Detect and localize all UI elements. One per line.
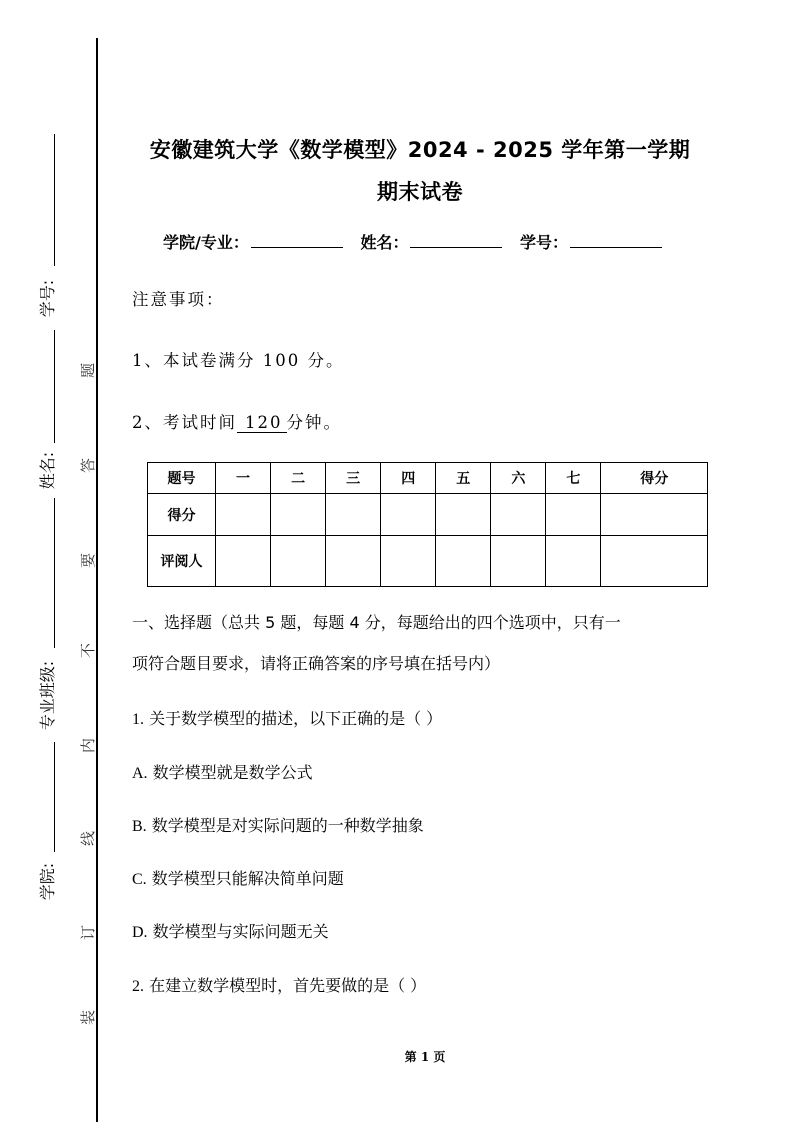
name-label: 姓名： (360, 233, 409, 252)
header-cell: 得分 (601, 463, 708, 494)
grader-row (148, 536, 708, 587)
seal-char: 答 (79, 457, 98, 474)
name-blank[interactable] (410, 231, 502, 248)
grader-cell[interactable] (436, 536, 491, 587)
fill-line-college (54, 742, 55, 852)
side-label-college: 学院: (38, 862, 58, 900)
header-cell: 六 (491, 463, 546, 494)
fill-line-name (54, 330, 55, 443)
exam-title-line2: 期末试卷 (377, 180, 463, 204)
header-cell: 题号 (148, 463, 216, 494)
fill-line-class (54, 498, 55, 648)
score-cell[interactable] (271, 494, 326, 536)
binding-line (96, 38, 98, 1122)
header-cell: 一 (216, 463, 271, 494)
option-key: B. (132, 818, 147, 835)
note-item-2-prefix: 2、考试时间 (132, 413, 237, 432)
note-item-1: 1、本试卷满分 100 分。 (132, 351, 345, 370)
row-label: 评阅人 (148, 536, 216, 587)
header-cell: 二 (271, 463, 326, 494)
option-d[interactable] (132, 919, 329, 942)
side-label-student-id: 学号: (38, 279, 58, 317)
question-1 (132, 706, 442, 729)
seal-char: 不 (79, 642, 98, 659)
seal-char: 要 (79, 552, 98, 569)
note-item-2 (132, 409, 342, 433)
college-major-blank[interactable] (251, 231, 343, 248)
header-cell: 七 (546, 463, 601, 494)
college-major-label: 学院/专业： (163, 233, 249, 252)
score-cell[interactable] (436, 494, 491, 536)
score-cell[interactable] (491, 494, 546, 536)
score-cell[interactable] (216, 494, 271, 536)
option-text: 数学模型与实际问题无关 (152, 922, 329, 941)
section1-instruction-line1: 一、选择题（总共 5 题，每题 4 分，每题给出的四个选项中，只有一 (132, 613, 621, 632)
note-item-2-suffix: 分钟。 (286, 413, 342, 432)
score-table (147, 462, 708, 587)
grader-cell[interactable] (601, 536, 708, 587)
grader-cell[interactable] (216, 536, 271, 587)
section1-instruction-line2: 项符合题目要求，请将正确答案的序号填在括号内） (132, 654, 501, 673)
option-key: A. (132, 765, 148, 782)
exam-title-line1: 安徽建筑大学《数学模型》2024 - 2025 学年第一学期 (149, 138, 691, 162)
seal-char: 题 (79, 362, 98, 379)
option-a[interactable] (132, 760, 313, 783)
grader-cell[interactable] (326, 536, 381, 587)
student-id-label: 学号： (520, 233, 569, 252)
option-key: D. (132, 924, 148, 941)
score-cell[interactable] (601, 494, 708, 536)
score-cell[interactable] (326, 494, 381, 536)
seal-char: 订 (79, 924, 98, 941)
fill-line-student-id (54, 134, 55, 266)
score-table-header-row (148, 463, 708, 494)
question-2 (132, 973, 426, 996)
notes-heading: 注意事项： (132, 290, 225, 309)
option-b[interactable] (132, 813, 424, 836)
exam-duration-value: 120 (237, 413, 287, 433)
header-cell: 五 (436, 463, 491, 494)
score-cell[interactable] (381, 494, 436, 536)
question-stem: 在建立数学模型时，首先要做的是（ ） (149, 976, 427, 995)
header-cell: 四 (381, 463, 436, 494)
score-row (148, 494, 708, 536)
option-text: 数学模型就是数学公式 (152, 763, 313, 782)
seal-char: 线 (79, 830, 98, 847)
question-number: 1. (132, 711, 144, 728)
option-text: 数学模型只能解决简单问题 (151, 869, 344, 888)
side-label-class: 专业班级: (38, 660, 58, 730)
grader-cell[interactable] (546, 536, 601, 587)
grader-cell[interactable] (381, 536, 436, 587)
option-text: 数学模型是对实际问题的一种数学抽象 (151, 816, 424, 835)
header-cell: 三 (326, 463, 381, 494)
seal-char: 内 (79, 737, 98, 754)
question-number: 2. (132, 978, 144, 995)
option-c[interactable] (132, 866, 344, 889)
seal-char: 装 (79, 1009, 98, 1026)
question-stem: 关于数学模型的描述，以下正确的是（ ） (149, 709, 443, 728)
option-key: C. (132, 871, 147, 888)
student-id-blank[interactable] (570, 231, 662, 248)
row-label: 得分 (148, 494, 216, 536)
grader-cell[interactable] (271, 536, 326, 587)
student-info-row (163, 230, 674, 253)
score-cell[interactable] (546, 494, 601, 536)
page-number: 第 1 页 (404, 1050, 446, 1064)
grader-cell[interactable] (491, 536, 546, 587)
side-label-name: 姓名: (38, 451, 58, 490)
